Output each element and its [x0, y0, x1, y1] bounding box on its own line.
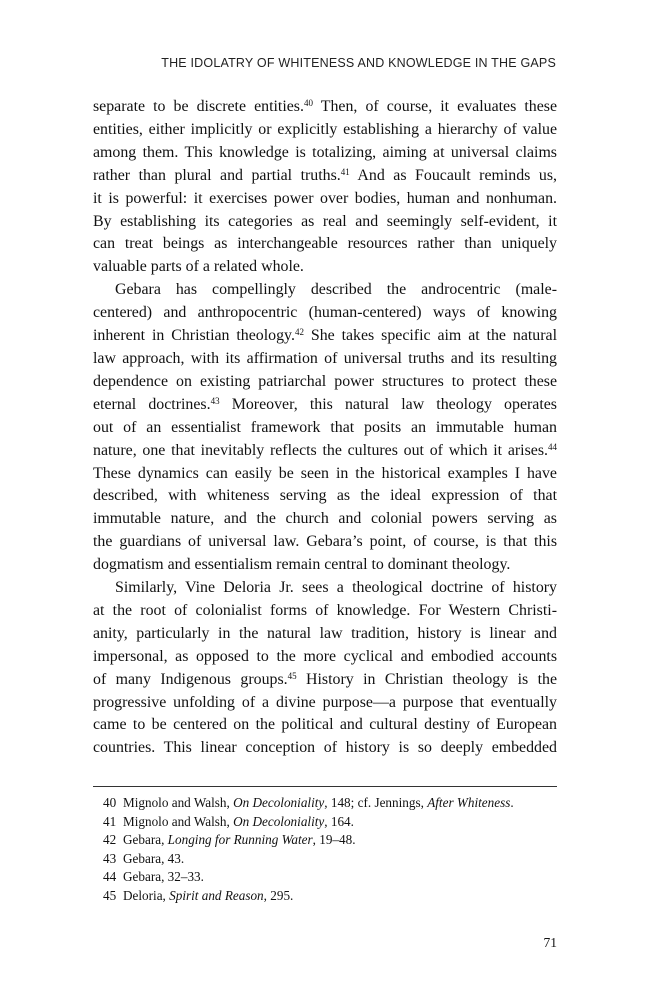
footnote — [103, 794, 557, 813]
footnote-number: 40 — [103, 795, 117, 810]
text-line: impersonal, as opposed to the more cyclical and embodied accounts — [93, 647, 557, 665]
text-line: the guardians of universal law. Gebara’s point, of course, is that this — [93, 533, 557, 551]
footnote-text: Gebara, 32–33. — [123, 869, 204, 885]
footnote-ref: 42 — [294, 327, 304, 338]
footnote-ref: 45 — [287, 670, 297, 681]
text-line: centered) and anthropocentric (human-centered) ways of knowing — [93, 304, 557, 322]
text-line: can treat beings as interchangeable resources rather than uniquely — [93, 235, 557, 253]
citation-title: Longing for Running Water — [167, 832, 313, 848]
text-line: at the root of colonialist forms of knowledge. For Western Christi- — [93, 601, 557, 619]
text-line: anity, particularly in the natural law tradition, history is linear and — [93, 624, 557, 642]
text-line: entities, either implicitly or explicitly establishing a hierarchy of value — [93, 120, 557, 138]
paragraph — [93, 96, 557, 279]
text-line: dependence on existing patriarchal power structures to protect these — [93, 372, 557, 390]
footnote-ref: 41 — [340, 166, 350, 177]
citation-title: On Decoloniality — [233, 813, 325, 829]
footnote-text: Gebara, 43. — [123, 850, 185, 866]
footnote-ref: 40 — [303, 98, 313, 108]
footnote — [103, 850, 557, 869]
text-line: separate to be discrete entities.$^{40}$ Then, of course, it evaluates these — [93, 98, 558, 115]
footnote-number: 42 — [103, 832, 117, 848]
footnotes — [103, 794, 557, 906]
citation-title: Spirit and Reason — [169, 887, 264, 903]
running-head: THE IDOLATRY OF WHITENESS AND KNOWLEDGE IN THE GAPS — [161, 56, 556, 70]
footnote-number: 43 — [103, 850, 117, 866]
body-text — [93, 96, 557, 760]
text-line: it is powerful: it exercises power over bodies, human and nonhuman. — [93, 189, 557, 207]
footnote-text: Mignolo and Walsh, On Decoloniality, 164. — [123, 813, 354, 829]
text-line: eternal doctrines.$^{43}$ Moreover, this natural law theology operates — [93, 395, 557, 413]
text-line: dogmatism and essentialism remain central to dominant theology. — [93, 556, 511, 574]
footnote-number: 44 — [103, 869, 117, 885]
footnote-number: 45 — [103, 887, 117, 903]
footnote — [103, 831, 557, 850]
text-line: countries. This linear conception of history is so deeply embedded — [93, 739, 557, 757]
text-line: These dynamics can easily be seen in the historical examples I have — [93, 464, 557, 482]
paragraph — [93, 577, 557, 760]
footnote-ref: 43 — [210, 395, 220, 406]
text-line: nature, one that inevitably reflects the cultures out of which it arises.$^{44}$ — [93, 441, 557, 459]
text-line: valuable parts of a related whole. — [93, 258, 304, 276]
paragraph — [93, 279, 557, 577]
footnote-number: 41 — [103, 813, 117, 829]
text-line: of many Indigenous groups.$^{45}$ History in Christian theology is the — [93, 670, 557, 688]
text-line: Similarly, Vine Deloria Jr. sees a theological doctrine of history — [115, 579, 557, 597]
text-line: Gebara has compellingly described the androcentric (male- — [115, 281, 557, 299]
footnote — [103, 868, 557, 887]
text-line: law approach, with its affirmation of universal truths and its resulting — [93, 349, 557, 367]
page-number: 71 — [543, 935, 557, 950]
footnote-text: Gebara, Longing for Running Water, 19–48. — [123, 832, 356, 848]
footnote — [103, 887, 557, 906]
text-line: progressive unfolding of a divine purpose—a purpose that eventually — [93, 693, 557, 711]
footnote — [103, 813, 557, 832]
text-line: rather than plural and partial truths.$^{41}$ And as Foucault reminds us, — [93, 166, 557, 184]
text-line: inherent in Christian theology.$^{42}$ She takes specific aim at the natural — [93, 327, 557, 345]
text-line: out of an essentialist framework that posits an immutable human — [93, 418, 557, 436]
text-line: described, with whiteness serving as the ideal expression of that — [93, 487, 557, 505]
text-line: By establishing its categories as real and seemingly self-evident, it — [93, 212, 557, 230]
footnote-ref: 44 — [548, 441, 557, 452]
footnote-separator — [93, 786, 557, 787]
citation-title: After Whiteness — [427, 795, 511, 810]
footnote-text: Mignolo and Walsh, On Decoloniality, 148; cf. Jennings, After Whiteness. — [123, 795, 514, 810]
footnote-text: Deloria, Spirit and Reason, 295. — [123, 887, 294, 903]
text-line: immutable nature, and the church and colonial powers serving as — [93, 510, 557, 528]
text-line: among them. This knowledge is totalizing, aiming at universal claims — [93, 143, 557, 161]
citation-title: On Decoloniality — [233, 795, 325, 810]
text-line: came to be centered on the political and cultural destiny of European — [93, 716, 557, 734]
